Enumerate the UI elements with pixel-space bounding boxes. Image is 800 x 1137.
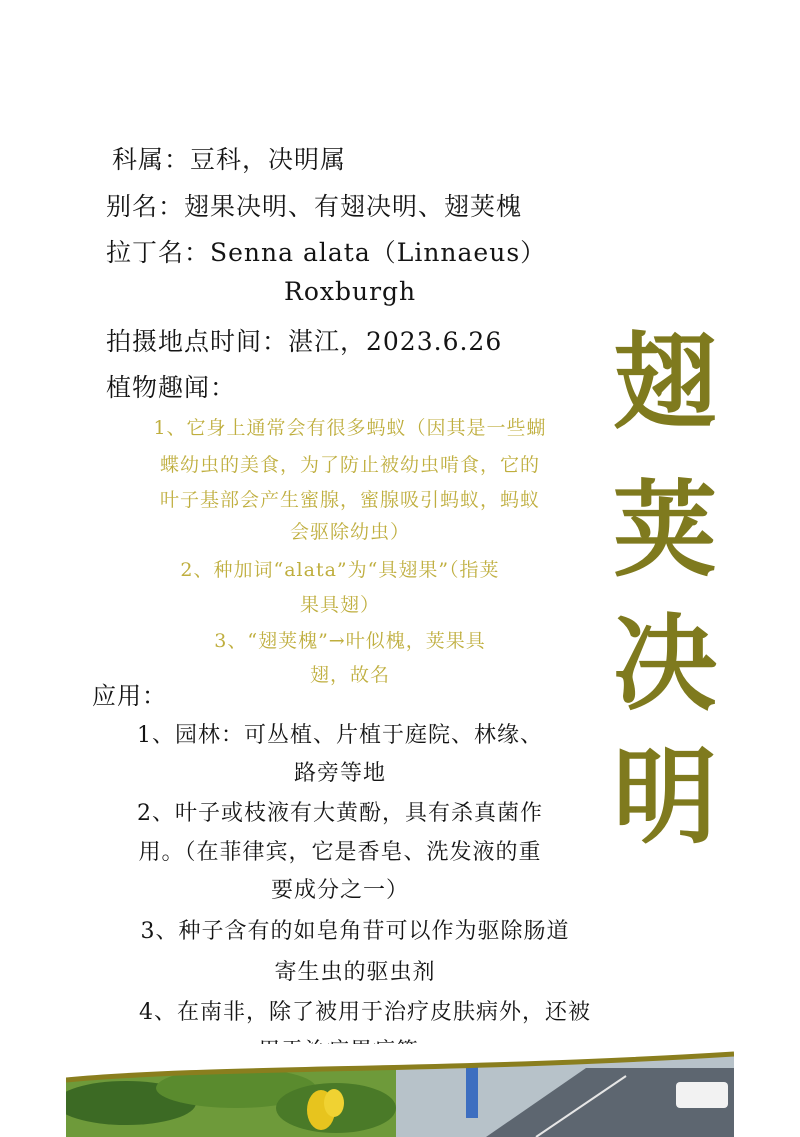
trivia-item-1-line-1: 1、它身上通常会有很多蚂蚁（因其是一些蝴	[153, 417, 547, 439]
location-time-line: 拍摄地点时间：湛江，2023.6.26	[106, 327, 503, 356]
application-item-3-line-1: 3、种子含有的如皂角苷可以作为驱除肠道	[140, 919, 570, 944]
title-char-2: 荚	[612, 468, 717, 591]
trivia-item-3-line-1: 3、“翅荚槐”→叶似槐，荚果具	[214, 630, 486, 652]
trivia-item-1-line-4: 会驱除幼虫）	[289, 521, 410, 543]
trivia-item-1-line-3: 叶子基部会产生蜜腺，蜜腺吸引蚂蚁，蚂蚁	[159, 489, 540, 511]
trivia-item-3-line-2: 翅，故名	[309, 664, 390, 686]
family-genus-line: 科属：豆科，决明属	[112, 145, 347, 174]
title-char-1: 翅	[612, 320, 717, 443]
trivia-item-2-line-2: 果具翅）	[299, 594, 380, 616]
application-item-2-line-1: 2、叶子或枝液有大黄酚，具有杀真菌作	[137, 801, 543, 826]
trivia-item-2-line-1: 2、种加词“alata”为“具翅果”（指荚	[180, 559, 500, 581]
application-item-1-line-2: 路旁等地	[293, 761, 386, 786]
application-item-2-line-3: 要成分之一）	[270, 878, 409, 903]
trivia-item-1-line-2: 蝶幼虫的美食，为了防止被幼虫啃食，它的	[159, 454, 540, 476]
application-item-3-line-2: 寄生虫的驱虫剂	[274, 960, 436, 985]
title-char-3: 决	[612, 602, 717, 725]
latin-name-line-2: Roxburgh	[284, 277, 417, 306]
applications-heading: 应用：	[92, 682, 167, 710]
application-item-2-line-2: 用。（在菲律宾，它是香皂、洗发液的重	[138, 840, 542, 865]
alias-line: 别名：翅果决明、有翅决明、翅荚槐	[106, 192, 523, 221]
trivia-heading: 植物趣闻：	[106, 373, 237, 402]
application-item-4-line-1: 4、在南非，除了被用于治疗皮肤病外，还被	[139, 1000, 591, 1025]
application-item-1-line-1: 1、园林：可丛植、片植于庭院、林缘、	[137, 723, 543, 748]
title-char-4: 明	[612, 735, 717, 858]
photo-top-wave	[66, 1044, 734, 1090]
latin-name-line: 拉丁名：Senna alata（Linnaeus）	[106, 238, 547, 267]
